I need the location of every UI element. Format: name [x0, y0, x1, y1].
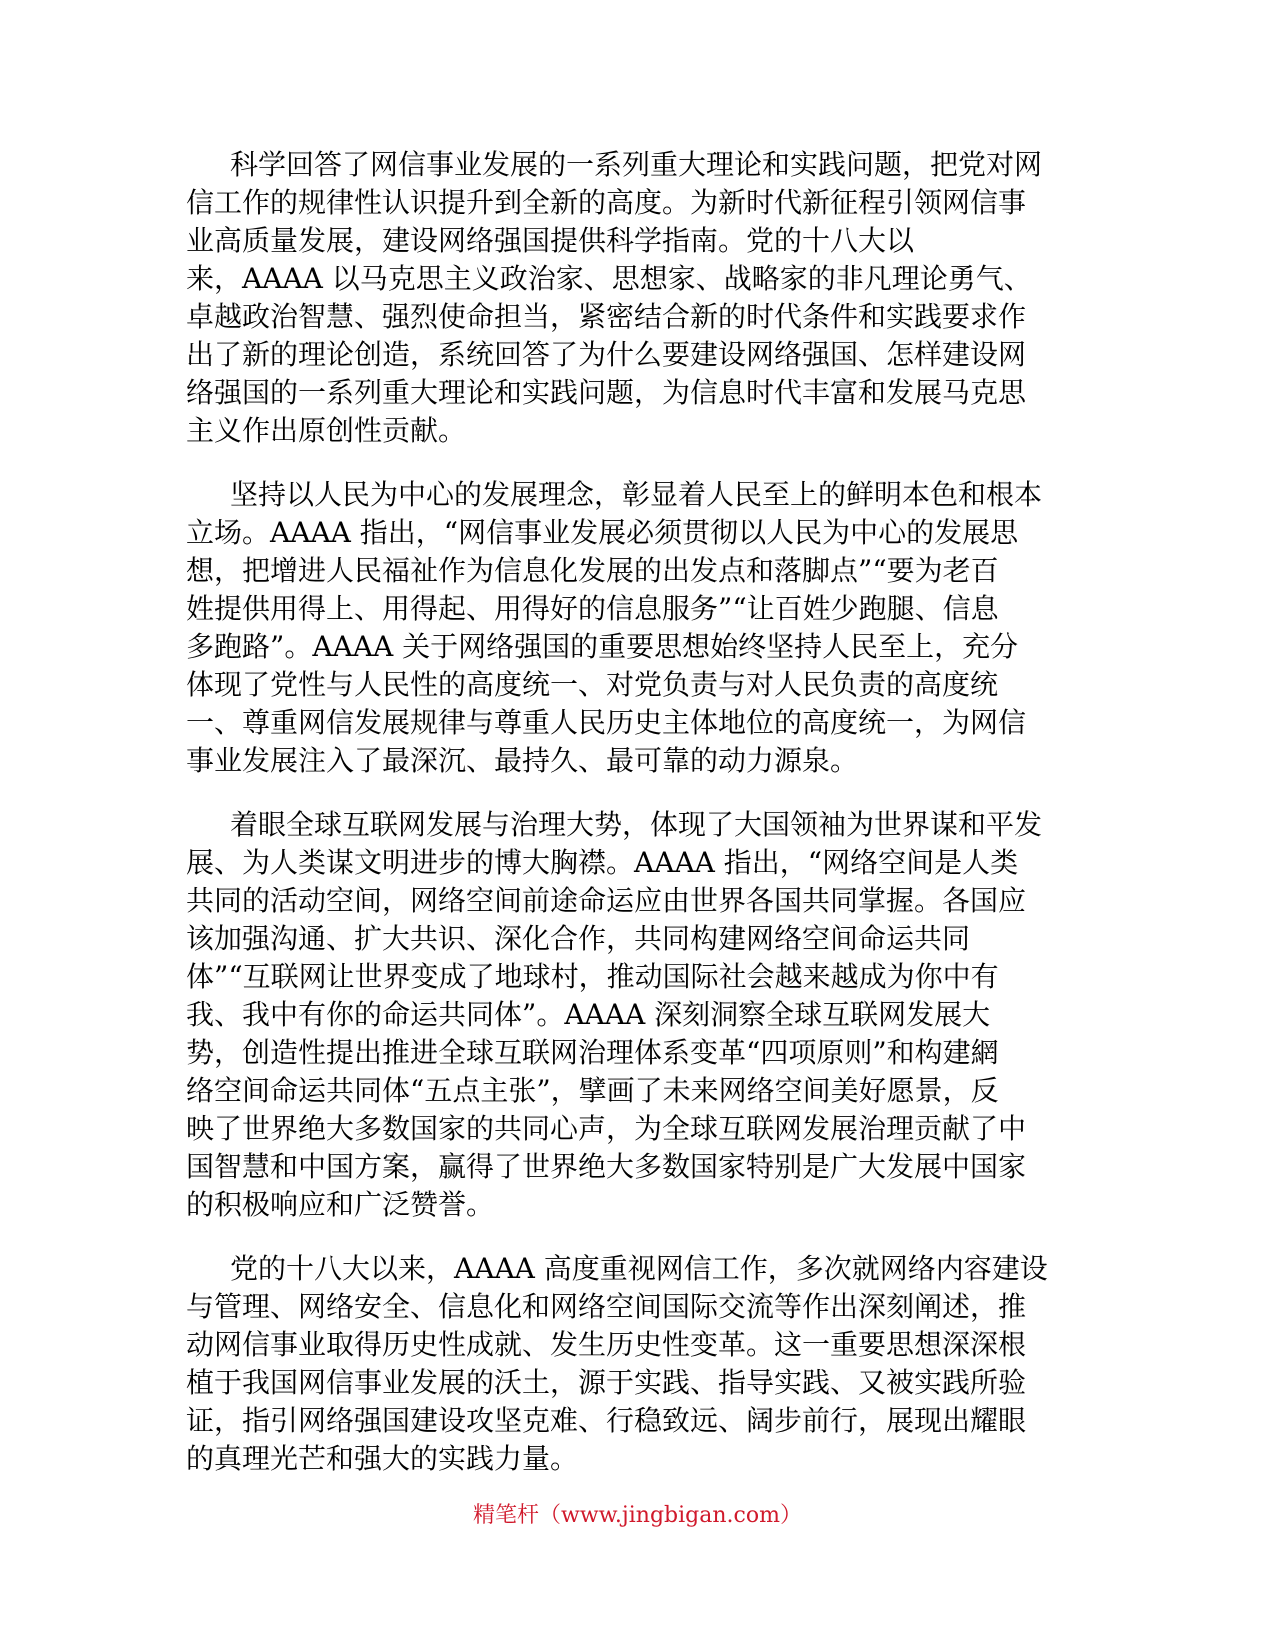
- paragraph-line: 想，把增进人民福祉作为信息化发展的出发点和落脚点”“要为老百: [186, 554, 999, 587]
- paragraph-line: 立场。AAAA 指出，“网信事业发展必须贯彻以人民为中心的发展思: [186, 516, 1019, 549]
- paragraph-line: 来，AAAA 以马克思主义政治家、思想家、战略家的非凡理论勇气、: [186, 262, 1032, 295]
- paragraph-line: 证，指引网络强国建设攻坚克难、行稳致远、阔步前行，展现出耀眼: [186, 1404, 1027, 1437]
- paragraph-line: 植于我国网信事业发展的沃土，源于实践、指导实践、又被实践所验: [186, 1366, 1027, 1399]
- footer-watermark-link[interactable]: 精笔杆（www.jingbigan.com）: [473, 1503, 802, 1528]
- paragraph-line: 业高质量发展，建设网络强国提供科学指南。党的十八大以: [186, 224, 915, 257]
- document-body: [186, 146, 1086, 1504]
- paragraph-line: 映了世界绝大多数国家的共同心声，为全球互联网发展治理贡献了中: [186, 1112, 1027, 1145]
- paragraph-2: [186, 476, 1086, 780]
- paragraph-line: 与管理、网络安全、信息化和网络空间国际交流等作出深刻阐述，推: [186, 1290, 1027, 1323]
- paragraph-line: 卓越政治智慧、强烈使命担当，紧密结合新的时代条件和实践要求作: [186, 300, 1027, 333]
- paragraph-line: 络空间命运共同体“五点主张”，擘画了未来网络空间美好愿景，反: [186, 1074, 999, 1107]
- paragraph-line: 展、为人类谋文明进步的博大胸襟。AAAA 指出，“网络空间是人类: [186, 846, 1019, 879]
- paragraph-line: 该加强沟通、扩大共识、深化合作，共同构建网络空间命运共同: [186, 922, 971, 955]
- paragraph-line: 一、尊重网信发展规律与尊重人民历史主体地位的高度统一，为网信: [186, 706, 1027, 739]
- paragraph-line: 动网信事业取得历史性成就、发生历史性变革。这一重要思想深深根: [186, 1328, 1027, 1361]
- paragraph-4: [186, 1250, 1086, 1478]
- paragraph-line: 势，创造性提出推进全球互联网治理体系变革“四项原则”和构建網: [186, 1036, 999, 1069]
- paragraph-1: [186, 146, 1086, 450]
- paragraph-line: 坚持以人民为中心的发展理念，彰显着人民至上的鲜明本色和根本: [230, 478, 1043, 511]
- paragraph-3: [186, 806, 1086, 1224]
- paragraph-line: 着眼全球互联网发展与治理大势，体现了大国领袖为世界谋和平发: [230, 808, 1043, 841]
- paragraph-line: 共同的活动空间，网络空间前途命运应由世界各国共同掌握。各国应: [186, 884, 1027, 917]
- paragraph-line: 我、我中有你的命运共同体”。AAAA 深刻洞察全球互联网发展大: [186, 998, 991, 1031]
- paragraph-line: 体”“互联网让世界变成了地球村，推动国际社会越来越成为你中有: [186, 960, 999, 993]
- paragraph-line: 体现了党性与人民性的高度统一、对党负责与对人民负责的高度统: [186, 668, 999, 701]
- paragraph-line: 姓提供用得上、用得起、用得好的信息服务”“让百姓少跑腿、信息: [186, 592, 999, 625]
- paragraph-line: 络强国的一系列重大理论和实践问题，为信息时代丰富和发展马克思: [186, 376, 1027, 409]
- paragraph-line: 多跑路”。AAAA 关于网络强国的重要思想始终坚持人民至上，充分: [186, 630, 1019, 663]
- paragraph-line: 事业发展注入了最深沉、最持久、最可靠的动力源泉。: [186, 744, 859, 777]
- paragraph-line: 科学回答了网信事业发展的一系列重大理论和实践问题，把党对网: [230, 148, 1043, 181]
- paragraph-line: 国智慧和中国方案，赢得了世界绝大多数国家特别是广大发展中国家: [186, 1150, 1027, 1183]
- paragraph-line: 主义作出原创性贡献。: [186, 414, 467, 447]
- paragraph-line: 的真理光芒和强大的实践力量。: [186, 1442, 579, 1475]
- paragraph-line: 党的十八大以来，AAAA 高度重视网信工作，多次就网络内容建设: [230, 1252, 1048, 1285]
- paragraph-line: 出了新的理论创造，系统回答了为什么要建设网络强国、怎样建设网: [186, 338, 1027, 371]
- paragraph-line: 信工作的规律性认识提升到全新的高度。为新时代新征程引领网信事: [186, 186, 1027, 219]
- paragraph-line: 的积极响应和广泛赞誉。: [186, 1188, 495, 1221]
